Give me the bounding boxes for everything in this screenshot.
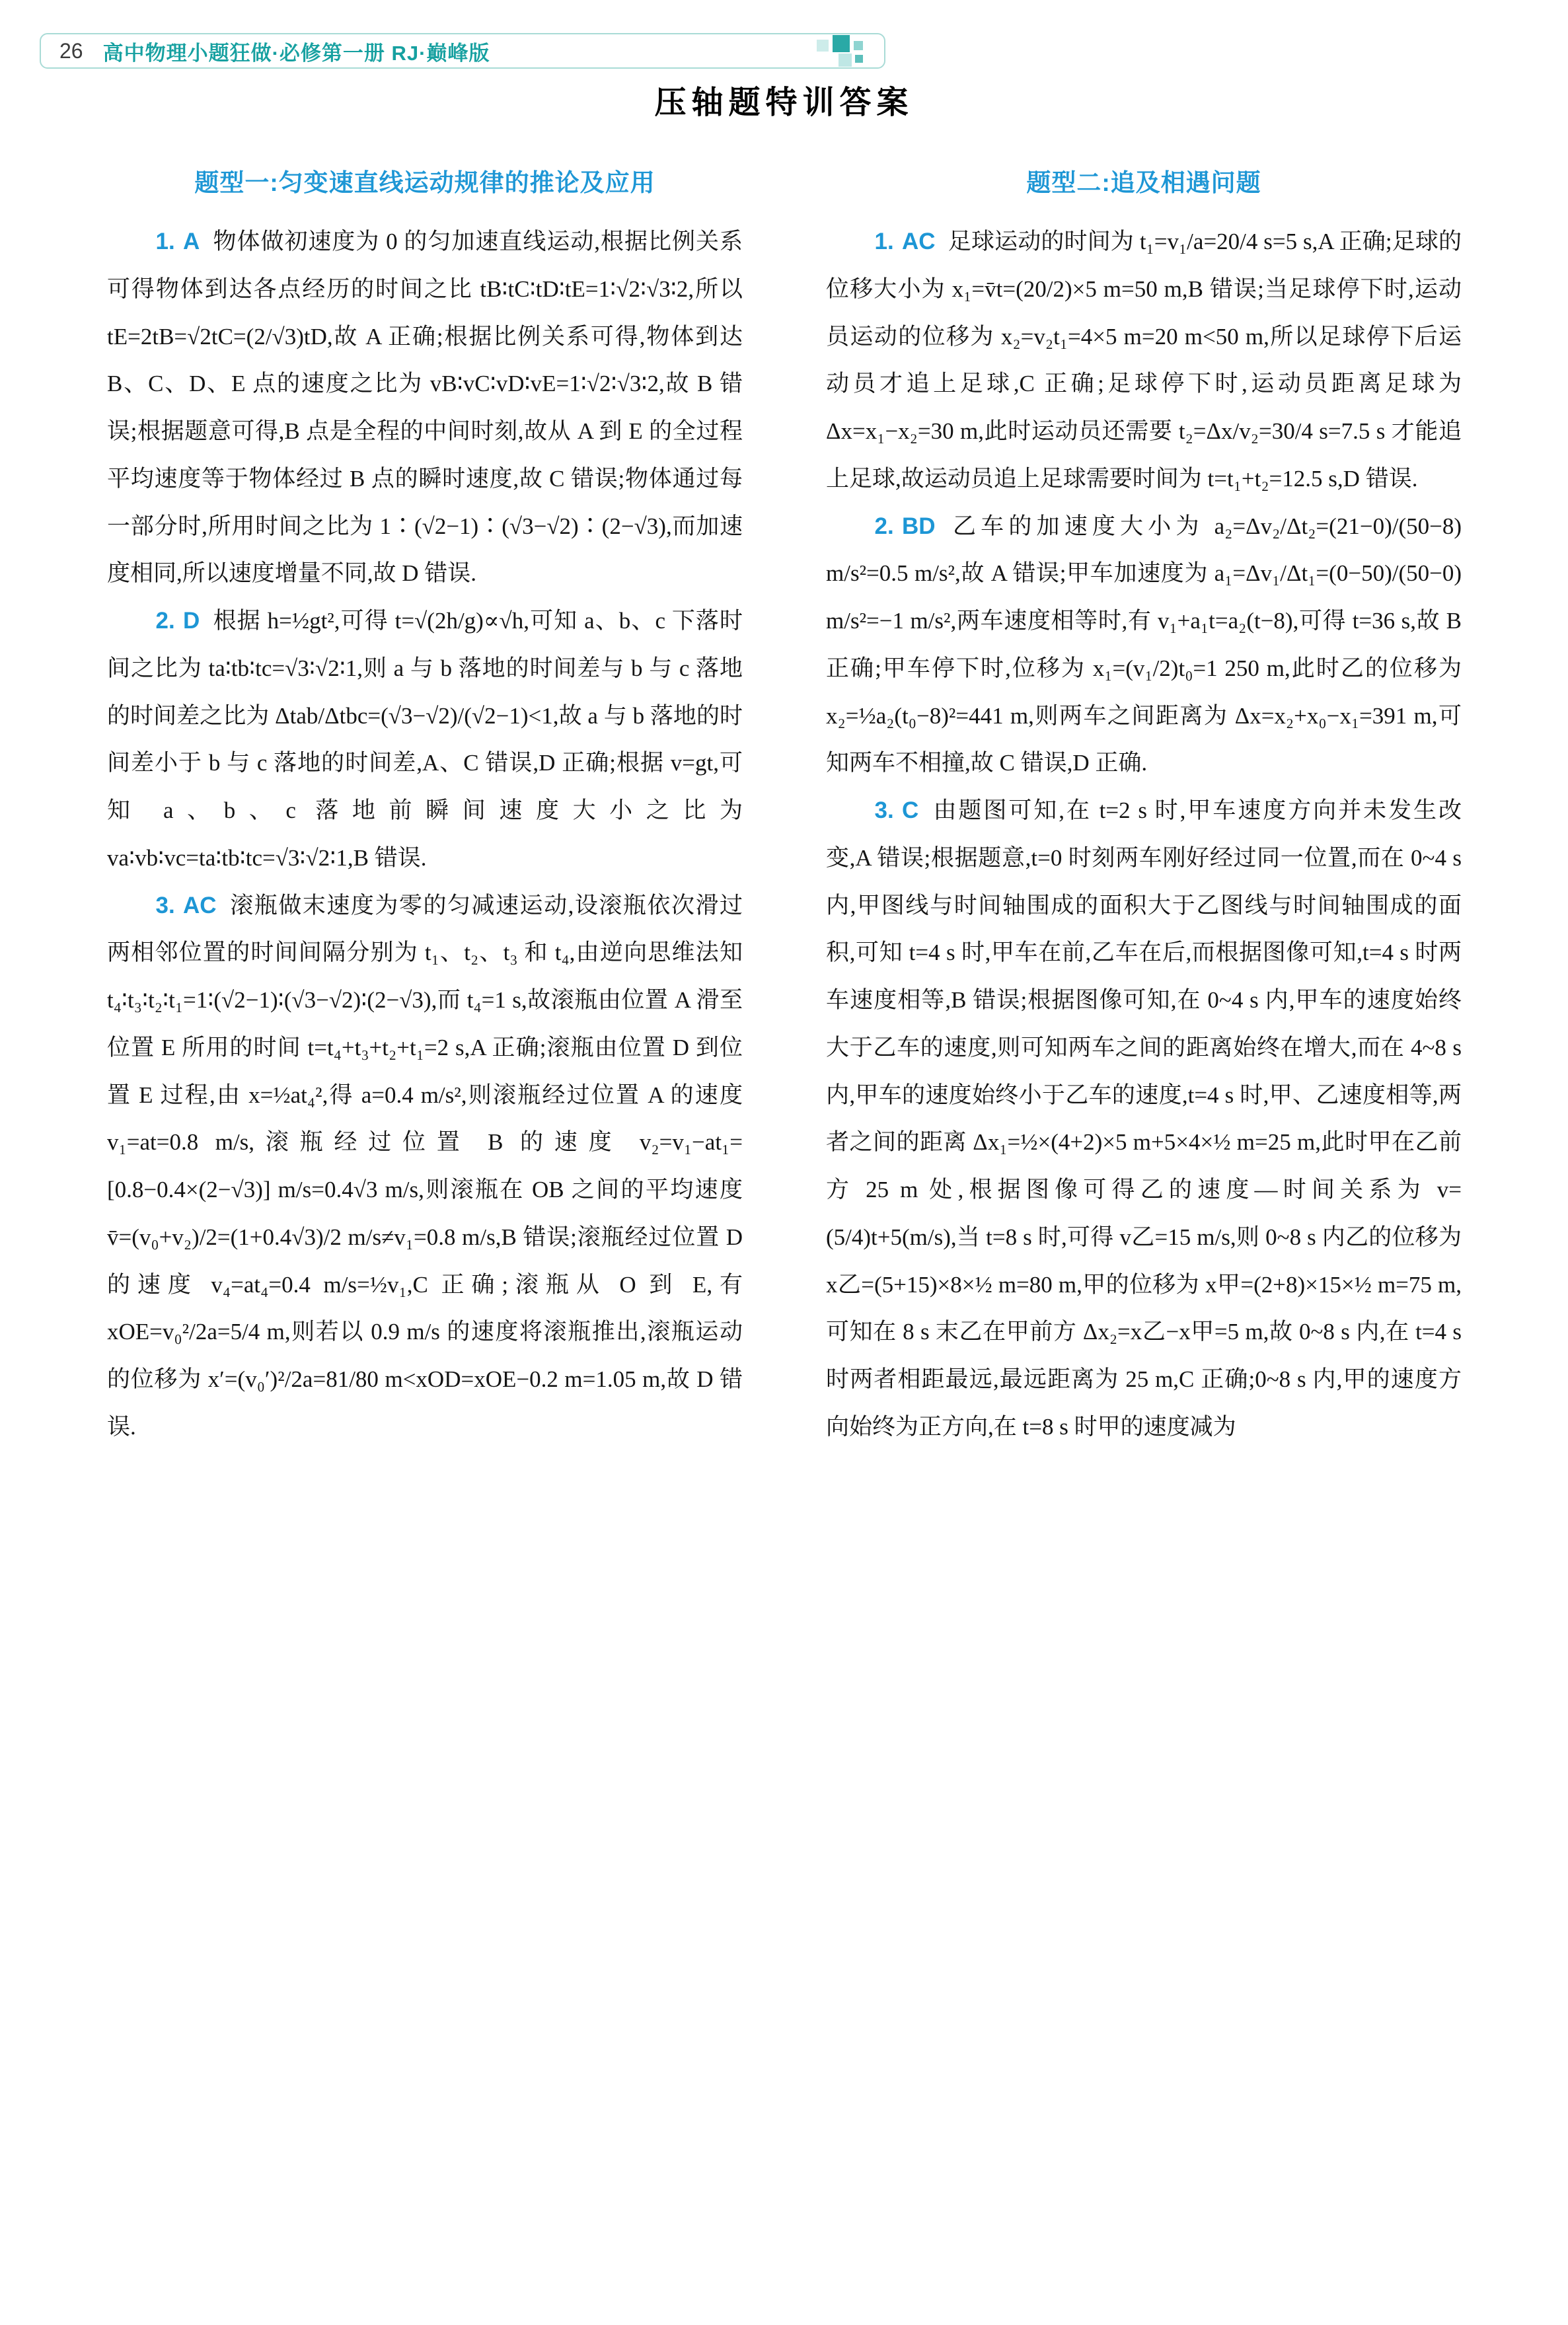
- answer-paragraph: [826, 218, 1462, 503]
- answer-number: 2.: [874, 513, 894, 539]
- answer-text: 由题图可知,在 t=2 s 时,甲车速度方向并未发生改变,A 错误;根据题意,t=0 时刻两车刚好经过同一位置,而在 0~4 s 内,甲图线与时间轴围成的面积大于乙图线与时间轴围成的面积,可知 t=4 s 时,甲车在前,乙车在后,而根据图像可知,t=4 s 时两车速度相等,B 错误;根据图像可知,在 0~4 s 内,甲车的速度始终大于乙车的速度,则可知两车之间的距离始终在增大,而在 4~8 s 内,甲车的速度始终小于乙车的速度,t=4 s 时,甲、乙速度相等,两者之间的距离 Δx₁=½×(4+2)×5 m+5×4×½ m=25 m,此时甲在乙前方 25 m 处,根据图像可得乙的速度—时间关系为 v=(5/4)t+5(m/s),当 t=8 s 时,可得 v乙=15 m/s,则 0~8 s 内乙的位移为 x乙=(5+15)×8×½ m=80 m,甲的位移为 x甲=(2+8)×15×½ m=75 m,可知在 8 s 末乙在甲前方 Δx₂=x乙−x甲=5 m,故 0~8 s 内,在 t=4 s 时两者相距最远,最远距离为 25 m,C 正确;0~8 s 内,甲的速度方向始终为正方向,在 t=8 s 时甲的速度减为: [826, 797, 1462, 1440]
- answer-text: 根据 h=½gt²,可得 t=√(2h/g)∝√h,可知 a、b、c 下落时间之比为 ta∶tb∶tc=√3∶√2∶1,则 a 与 b 落地的时间差与 b 与 c 落地的时间差之比为 Δtab/Δtbc=(√3−√2)/(√2−1)<1,故 a 与 b 落地的时间差小于 b 与 c 落地的时间差,A、C 错误,D 正确;根据 v=gt,可知 a、b、c 落地前瞬间速度大小之比为 va∶vb∶vc=ta∶tb∶tc=√3∶√2∶1,B 错误.: [107, 608, 743, 871]
- answer-number: 3.: [874, 797, 894, 823]
- answer-choice: D: [182, 608, 200, 634]
- answer-text: 足球运动的时间为 t₁=v₁/a=20/4 s=5 s,A 正确;足球的位移大小为 x₁=v̄t=(20/2)×5 m=50 m,B 错误;当足球停下时,运动员运动的位移为 x₂=v₂t₁=4×5 m=20 m<50 m,所以足球停下后运动员才追上足球,C 正确;足球停下时,运动员距离足球为 Δx=x₁−x₂=30 m,此时运动员还需要 t₂=Δx/v₂=30/4 s=7.5 s 才能追上足球,故运动员追上足球需要时间为 t=t₁+t₂=12.5 s,D 错误.: [826, 229, 1462, 492]
- answer-text: 滚瓶做末速度为零的匀减速运动,设滚瓶依次滑过两相邻位置的时间间隔分别为 t₁、t₂、t₃ 和 t₄,由逆向思维法知 t₄∶t₃∶t₂∶t₁=1∶(√2−1)∶(√3−√2)∶(2−√3),而 t₄=1 s,故滚瓶由位置 A 滑至位置 E 所用的时间 t=t₄+t₃+t₂+t₁=2 s,A 正确;滚瓶由位置 D 到位置 E 过程,由 x=½at₄²,得 a=0.4 m/s²,则滚瓶经过位置 A 的速度 v₁=at=0.8 m/s,滚瓶经过位置 B 的速度 v₂=v₁−at₁=[0.8−0.4×(2−√3)] m/s=0.4√3 m/s,则滚瓶在 OB 之间的平均速度 v̄=(v₀+v₂)/2=(1+0.4√3)/2 m/s≠v₁=0.8 m/s,B 错误;滚瓶经过位置 D 的速度 v₄=at₄=0.4 m/s=½v₁,C 正确;滚瓶从 O 到 E,有 xOE=v₀²/2a=5/4 m,则若以 0.9 m/s 的速度将滚瓶推出,滚瓶运动的位移为 x′=(v₀′)²/2a=81/80 m<xOD=xOE−0.2 m=1.05 m,故 D 错误.: [107, 892, 743, 1440]
- page-title: 压轴题特训答案: [654, 85, 914, 120]
- answer-paragraph: [107, 882, 743, 1451]
- page-number: 26: [59, 38, 83, 63]
- answer-choice: A: [182, 229, 200, 254]
- answer-text: 物体做初速度为 0 的匀加速直线运动,根据比例关系可得物体到达各点经历的时间之比 tB∶tC∶tD∶tE=1∶√2∶√3∶2,所以 tE=2tB=√2tC=(2/√3)tD,故 A 正确;根据比例关系可得,物体到达 B、C、D、E 点的速度之比为 vB∶vC∶vD∶vE=1∶√2∶√3∶2,故 B 错误;根据题意可得,B 点是全程的中间时刻,故从 A 到 E 的全过程平均速度等于物体经过 B 点的瞬时速度,故 C 错误;物体通过每一部分时,所用时间之比为 1∶(√2−1)∶(√3−√2)∶(2−√3),而加速度相同,所以速度增量不同,故 D 错误.: [107, 229, 743, 587]
- running-head: [40, 33, 885, 69]
- section-heading-2: 题型二:追及相遇问题: [1026, 169, 1261, 196]
- answer-paragraph: [107, 597, 743, 882]
- decorative-square: [854, 41, 863, 50]
- decorative-squares: [817, 35, 874, 67]
- content-columns: [107, 152, 1462, 1451]
- decorative-square: [839, 54, 852, 67]
- column-right: [826, 152, 1462, 1451]
- decorative-square: [855, 55, 863, 63]
- answer-number: 3.: [155, 892, 175, 918]
- answer-choice: BD: [901, 513, 936, 539]
- column-left: [107, 152, 743, 1451]
- decorative-square: [817, 40, 829, 52]
- answer-choice: AC: [182, 892, 217, 918]
- answer-paragraph: [826, 787, 1462, 1451]
- answer-number: 2.: [155, 608, 175, 634]
- decorative-square: [833, 35, 850, 52]
- answer-text: 乙车的加速度大小为 a₂=Δv₂/Δt₂=(21−0)/(50−8) m/s²=0.5 m/s²,故 A 错误;甲车加速度为 a₁=Δv₁/Δt₁=(0−50)/(50−0) m/s²=−1 m/s²,两车速度相等时,有 v₁+a₁t=a₂(t−8),可得 t=36 s,故 B 正确;甲车停下时,位移为 x₁=(v₁/2)t₀=1 250 m,此时乙的位移为 x₂=½a₂(t₀−8)²=441 m,则两车之间距离为 Δx=x₂+x₀−x₁=391 m,可知两车不相撞,故 C 错误,D 正确.: [826, 513, 1462, 776]
- answer-choice: AC: [901, 229, 936, 254]
- answer-choice: C: [901, 797, 919, 823]
- answer-paragraph: [107, 218, 743, 597]
- answer-number: 1.: [155, 229, 175, 254]
- book-title: 高中物理小题狂做·必修第一册 RJ·巅峰版: [102, 41, 490, 65]
- answer-number: 1.: [874, 229, 894, 254]
- answer-paragraph: [826, 503, 1462, 788]
- section-heading-1: 题型一:匀变速直线运动规律的推论及应用: [194, 169, 655, 196]
